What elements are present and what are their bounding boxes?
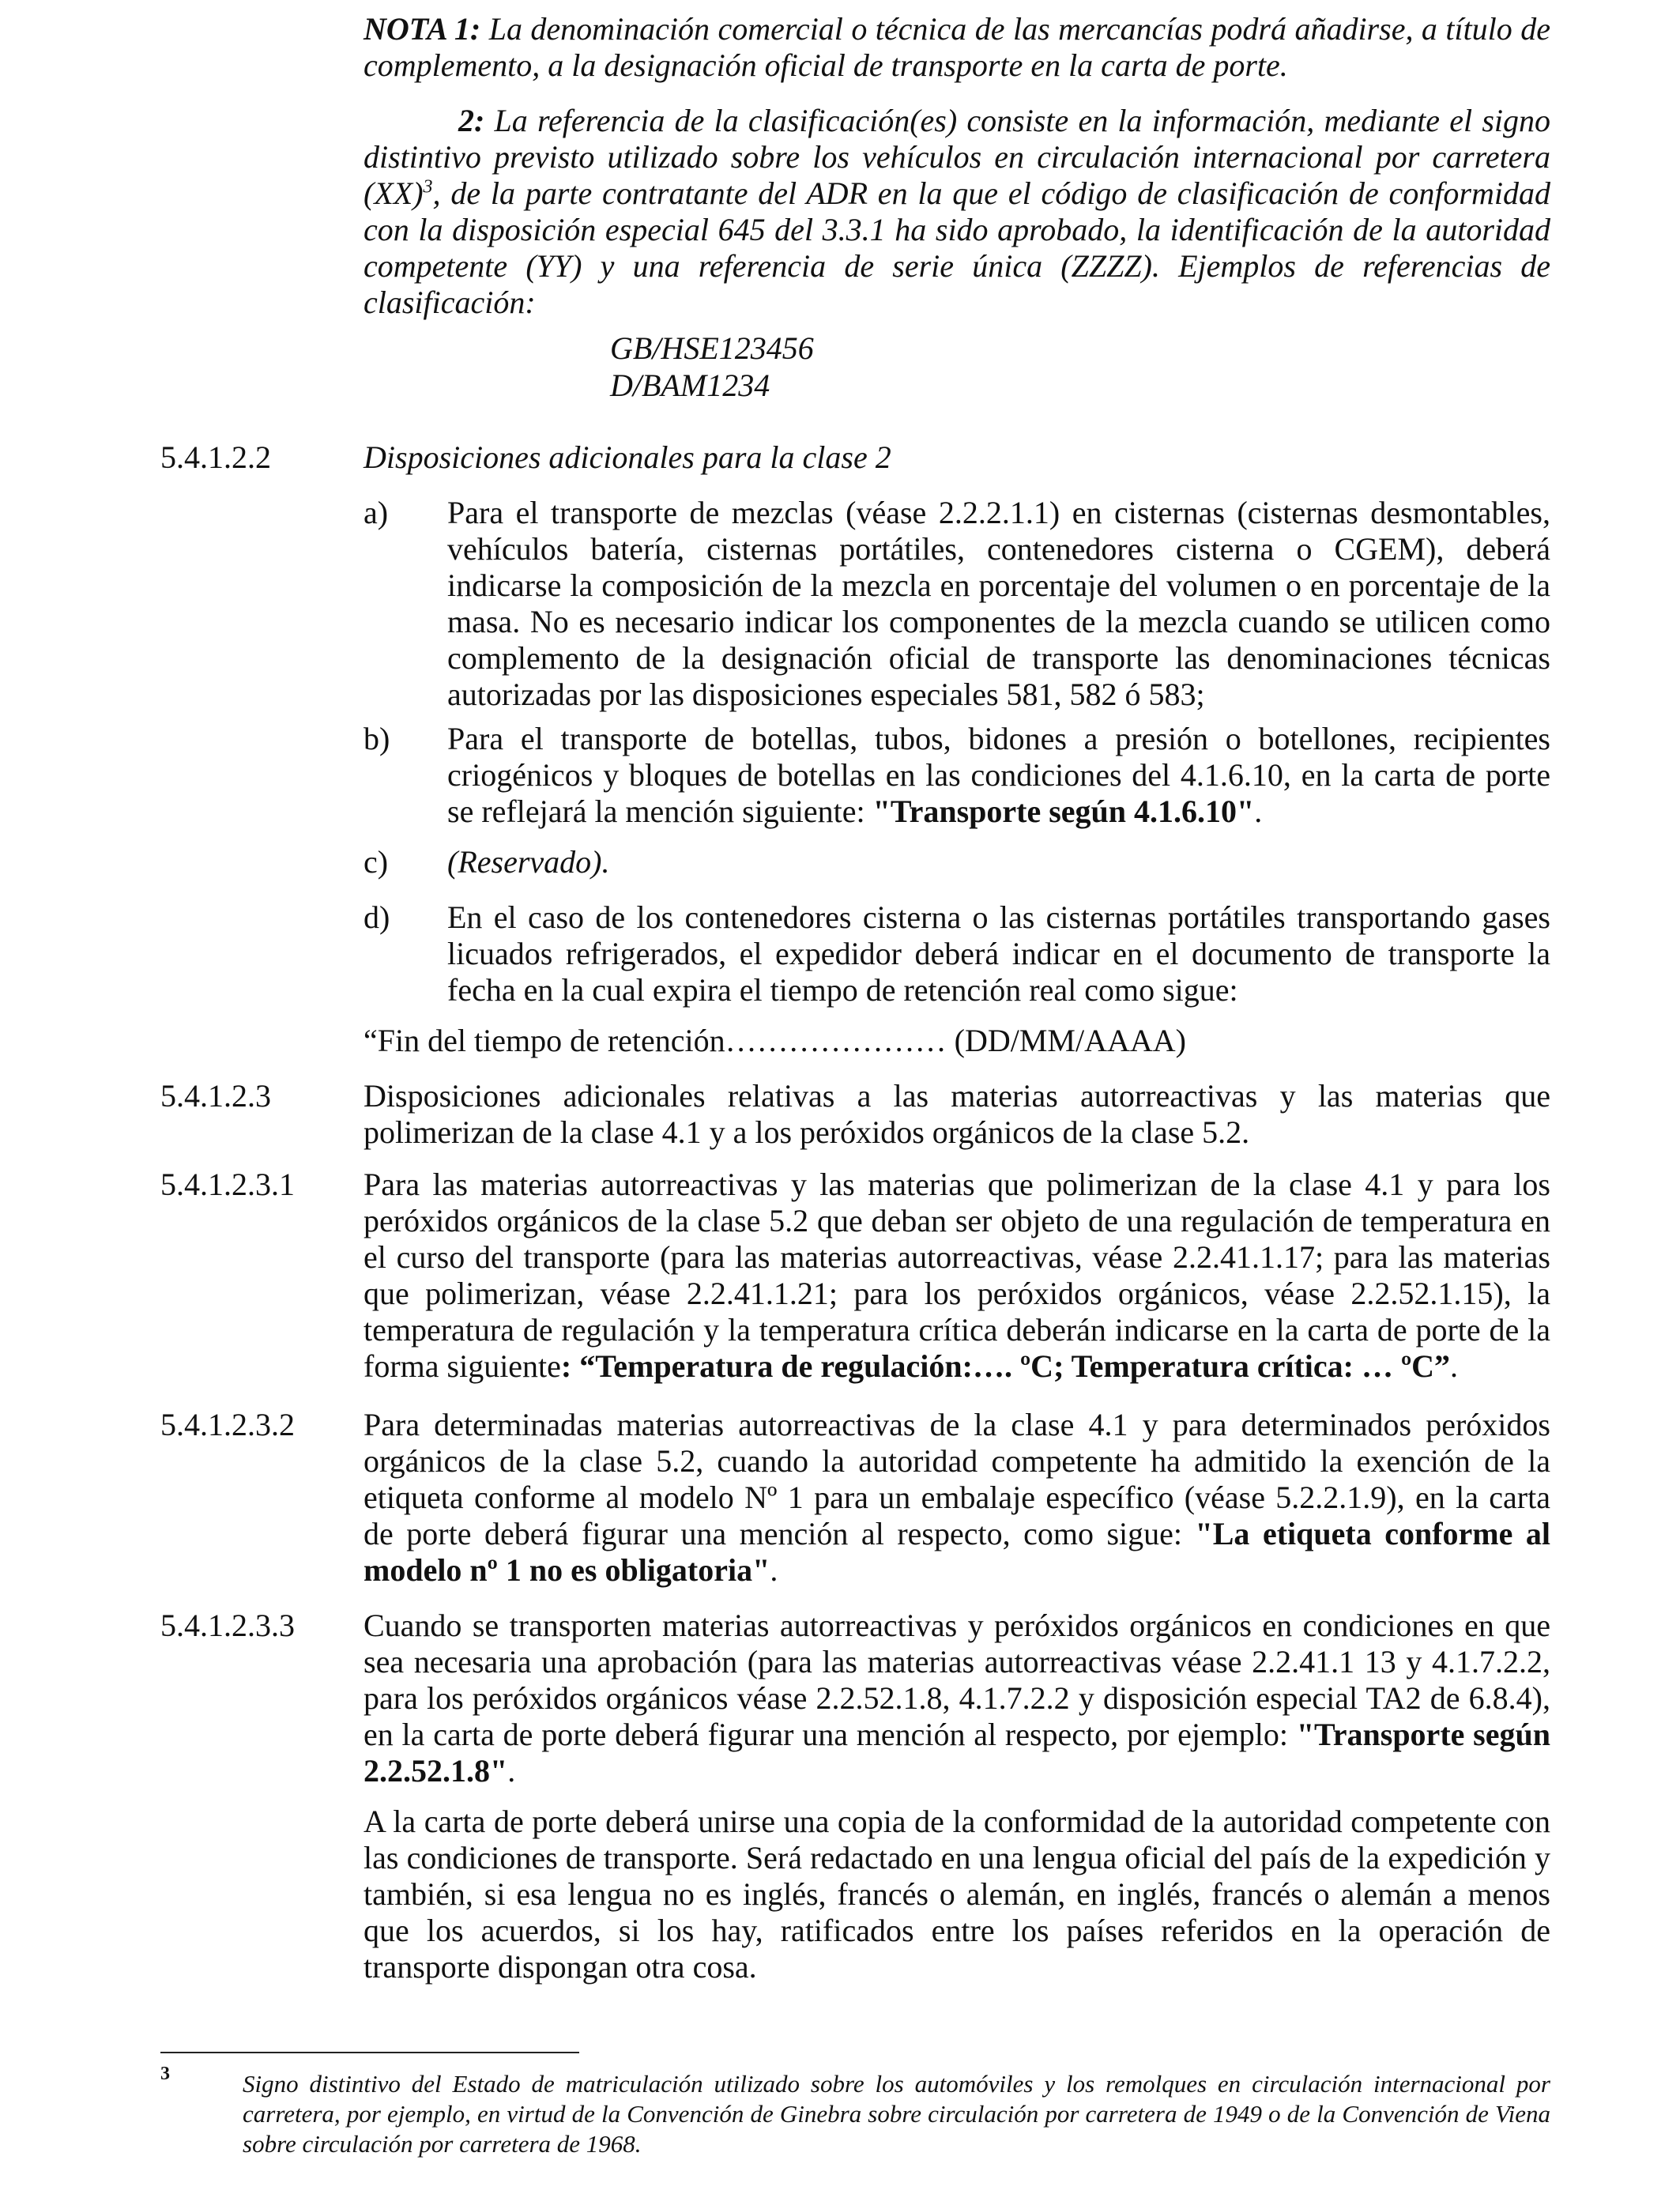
paragraph-tail: . <box>1450 1348 1459 1384</box>
note-2-text-b: , de la parte contratante del ADR en la que el código de clasificación de conformidad con la disposición especial 645 del 3.3.1 ha sido aprobado, la identificación de la autoridad competente (YY) y una referencia de serie única (ZZZZ). Ejemplos de referencias de clasificación: <box>363 175 1550 320</box>
classification-example-2: D/BAM1234 <box>610 368 770 403</box>
list-marker: d) <box>363 899 390 935</box>
list-item-text: Para el transporte de mezclas (véase 2.2.2.1.1) en cisternas (cisternas desmontables, vehículos batería, cisternas portátiles, contenedores cisterna o CGEM), deberá indicarse la composición de la mezcla en porcentaje del volumen o en porcentaje de la masa. No es necesario indicar los componentes de la mezcla cuando se utilicen como complemento de la designación oficial de transporte las denominaciones técnicas autorizadas por las disposiciones especiales 581, 582 ó 583; <box>447 495 1550 712</box>
paragraph-bold: : “Temperatura de regulación:…. ºC; Temperatura crítica: … ºC” <box>560 1348 1451 1384</box>
section-text-5-4-1-2-3-2 <box>363 1407 1550 1589</box>
section-number-5-4-1-2-3-2: 5.4.1.2.3.2 <box>160 1407 295 1442</box>
paragraph-tail: . <box>507 1753 516 1789</box>
footnote-text: Signo distintivo del Estado de matriculación utilizado sobre los automóviles y los remolques en circulación internacional por carretera, por ejemplo, en virtud de la Convención de Ginebra sobre circulación por carretera de 1949 o de la Convención de Viena sobre circulación por carretera de 1968. <box>243 2070 1550 2158</box>
note-2-text-a: La referencia de la clasificación(es) consiste en la información, mediante el signo distintivo previsto utilizado sobre los vehículos en circulación internacional por carretera (XX) <box>363 103 1550 211</box>
section-text-5-4-1-2-3: Disposiciones adicionales relativas a las materias autorreactivas y las materias que polimerizan de la clase 4.1 y a los peróxidos orgánicos de la clase 5.2. <box>363 1078 1550 1150</box>
section-number-5-4-1-2-3-1: 5.4.1.2.3.1 <box>160 1167 295 1202</box>
paragraph-bold: "La etiqueta conforme al modelo nº 1 no es obligatoria" <box>363 1516 1550 1588</box>
list-item-text: En el caso de los contenedores cisterna o las cisternas portátiles transportando gases licuados refrigerados, el expedidor deberá indicar en el documento de transporte la fecha en la cual expira el tiempo de retención real como sigue: <box>447 899 1550 1008</box>
note-2-label: 2: <box>458 103 485 138</box>
section-number-5-4-1-2-2: 5.4.1.2.2 <box>160 439 271 475</box>
paragraph-plain: Para determinadas materias autorreactivas de la clase 4.1 y para determinados peróxidos orgánicos de la clase 5.2, cuando la autoridad competente ha admitido la exención de la etiqueta conforme al modelo Nº 1 para un embalaje específico (véase 5.2.2.1.9), en la carta de porte deberá figurar una mención al respecto, como sigue: <box>363 1407 1550 1551</box>
list-marker: c) <box>363 844 389 880</box>
note-1-text: La denominación comercial o técnica de las mercancías podrá añadirse, a título de complemento, a la designación oficial de transporte en la carta de porte. <box>363 11 1550 83</box>
section-title-5-4-1-2-2: Disposiciones adicionales para la clase 2 <box>363 439 891 475</box>
list-item-text-plain: Para el transporte de botellas, tubos, bidones a presión o botellones, recipientes criogénicos y bloques de botellas en las condiciones del 4.1.6.10, en la carta de porte se reflejará la mención siguiente: <box>447 721 1550 829</box>
paragraph-tail: . <box>770 1552 778 1588</box>
list-item-text-bold: "Transporte según 4.1.6.10" <box>872 794 1255 829</box>
list-item-text: (Reservado). <box>447 844 610 880</box>
section-number-5-4-1-2-3-3: 5.4.1.2.3.3 <box>160 1608 295 1643</box>
footnote-ref: 3 <box>423 176 433 198</box>
paragraph-plain: Para las materias autorreactivas y las materias que polimerizan de la clase 4.1 y para los peróxidos orgánicos de la clase 5.2 que deban ser objeto de una regulación de temperatura en el curso del transporte (para las materias autorreactivas, véase 2.2.41.1.17; para las materias que polimerizan, véase 2.2.41.1.21; para los peróxidos orgánicos, véase 2.2.52.1.15), la temperatura de regulación y la temperatura crítica deberán indicarse en la carta de porte de la forma siguiente <box>363 1167 1550 1384</box>
note-1-label: NOTA 1: <box>363 11 481 47</box>
note-1 <box>363 11 1550 84</box>
list-item-text-tail: . <box>1254 794 1263 829</box>
section-text-5-4-1-2-3-3-para2: A la carta de porte deberá unirse una copia de la conformidad de la autoridad competente con las condiciones de transporte. Será redactado en una lengua oficial del país de la expedición y también, si esa lengua no es inglés, francés o alemán, en inglés, francés o alemán a menos que los acuerdos, si los hay, ratificados entre los países referidos en la operación de transporte dispongan otra cosa. <box>363 1804 1550 1985</box>
paragraph-bold: "Transporte según 2.2.52.1.8" <box>363 1717 1550 1789</box>
list-marker: b) <box>363 721 390 756</box>
retention-line: “Fin del tiempo de retención………………… (DD/MM/AAAA) <box>363 1023 1186 1058</box>
section-text-5-4-1-2-3-1 <box>363 1167 1550 1385</box>
footnote-mark: 3 <box>160 2064 170 2084</box>
list-marker: a) <box>363 495 389 530</box>
note-2 <box>363 103 1550 321</box>
list-item-text <box>447 721 1550 830</box>
paragraph-plain: Cuando se transporten materias autorreactivas y peróxidos orgánicos en condiciones en que sea necesaria una aprobación (para las materias autorreactivas véase 2.2.41.1 13 y 4.1.7.2.2, para los peróxidos orgánicos véase 2.2.52.1.8, 4.1.7.2.2 y disposición especial TA2 de 6.8.4), en la carta de porte deberá figurar una mención al respecto, por ejemplo: <box>363 1608 1550 1752</box>
footnote-separator <box>160 2052 579 2053</box>
section-text-5-4-1-2-3-3 <box>363 1608 1550 1789</box>
classification-example-1: GB/HSE123456 <box>610 330 814 366</box>
section-number-5-4-1-2-3: 5.4.1.2.3 <box>160 1078 271 1114</box>
